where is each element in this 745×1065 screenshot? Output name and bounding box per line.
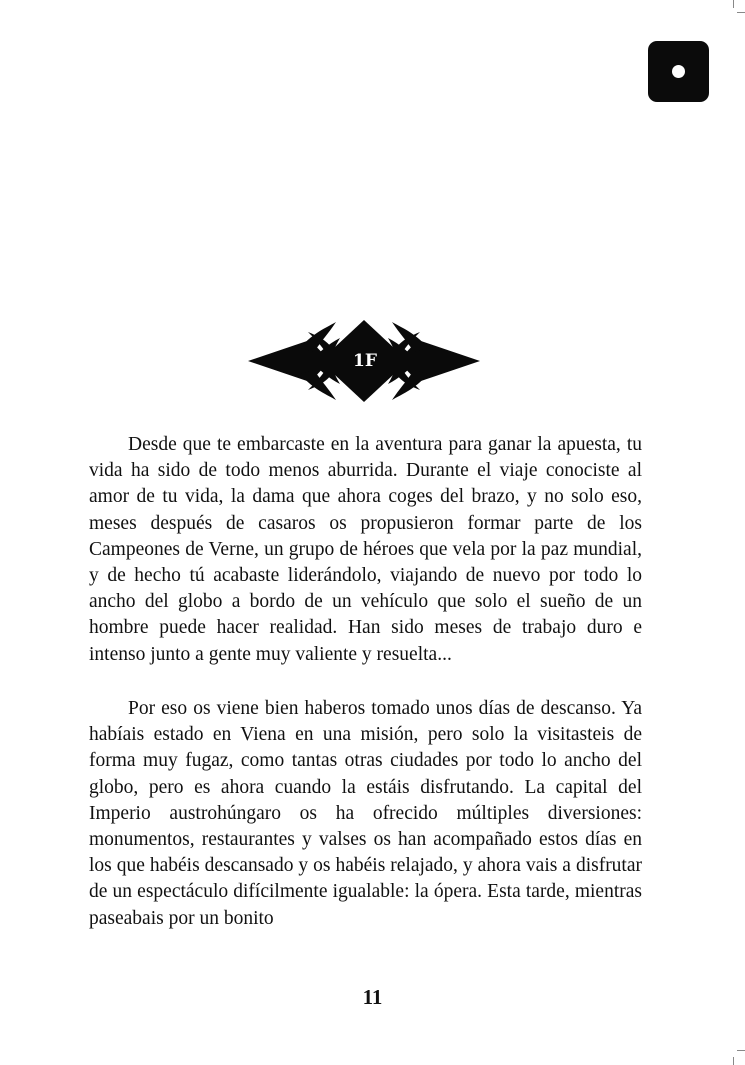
paragraph-2 <box>89 696 642 932</box>
die-one-icon <box>648 41 709 102</box>
paragraph-1 <box>89 432 642 668</box>
die-pip <box>672 65 685 78</box>
crop-mark-top-right <box>733 0 734 8</box>
paragraph-1-text: Desde que te embarcaste en la aventura para ganar la apuesta, tu vida ha sido de todo menos aburrida. Durante el viaje conociste al amor de tu vida, la dama que ahora coges del brazo, y no solo eso, meses después de casaros os propusieron formar parte de los Campeones de Verne, un grupo de héroes que vela por la paz mundial, y de hecho tú acabaste liderándolo, viajando de nuevo por todo lo ancho del globo a bordo de un vehículo que solo el sueño de un hombre puede hacer realidad. Han sido meses de trabajo duro e intenso junto a gente muy valiente y resuelta... <box>89 434 642 665</box>
page-number: 11 <box>362 985 383 1009</box>
crop-mark-bottom-right <box>733 1057 734 1065</box>
crop-mark-right-bottom <box>737 1050 745 1051</box>
section-label: 1F <box>353 351 377 371</box>
paragraph-2-text: Por eso os viene bien haberos tomado unos días de descanso. Ya habíais estado en Viena en una misión, pero solo la visitasteis de forma muy fugaz, como tantas otras ciudades por todo lo ancho del globo, pero es ahora cuando la estáis disfrutando. La capital del Imperio austrohúngaro os ha ofrecido múltiples diversiones: monumentos, restaurantes y valses os han acompañado estos días en los que habéis descansado y os habéis relajado, y ahora vais a disfrutar de un espectáculo difícilmente igualable: la ópera. Esta tarde, mientras paseabais por un bonito <box>89 698 642 929</box>
crop-mark-right-top <box>737 12 745 13</box>
